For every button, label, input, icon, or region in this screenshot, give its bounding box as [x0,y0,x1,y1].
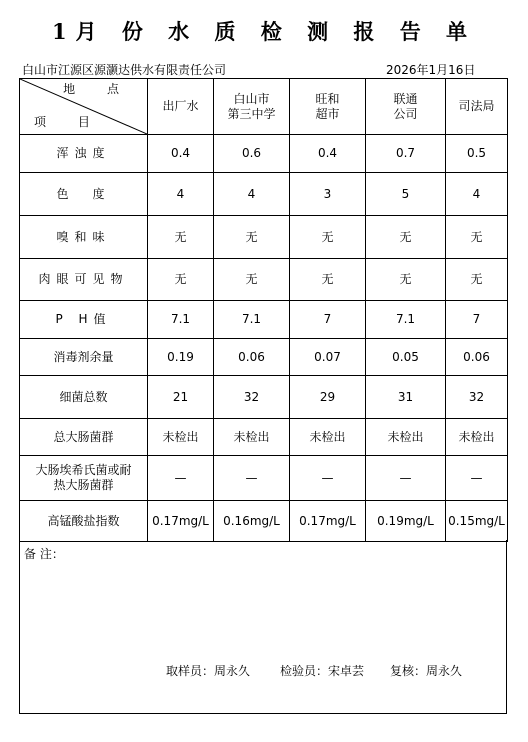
value-cell: 4 [214,173,290,216]
location-header: 白山市 第三中学 [214,79,290,135]
table-row [20,173,508,216]
item-label: 肉眼可见物 [20,259,148,301]
value-cell: 无 [366,216,446,259]
item-label: 嗅和味 [20,216,148,259]
value-cell: 无 [214,216,290,259]
item-label: 大肠埃希氏菌或耐 热大肠菌群 [20,456,148,501]
value-cell: 无 [148,259,214,301]
value-cell: 0.07 [290,339,366,376]
value-cell: 无 [290,259,366,301]
value-cell: 0.19mg/L [366,501,446,542]
notes-label: 备 注： [24,547,64,561]
reviewer-signature: 复核：周永久 [390,664,463,678]
value-cell: 5 [366,173,446,216]
item-label: 细菌总数 [20,376,148,419]
corner-location-label: 地 点 [63,82,133,96]
value-cell: — [446,456,508,501]
table-row [20,301,508,339]
table-row [20,135,508,173]
table-row [20,419,508,456]
value-cell: 未检出 [148,419,214,456]
item-label: 消毒剂余量 [20,339,148,376]
item-label: 高锰酸盐指数 [20,501,148,542]
header-corner-cell [20,79,148,135]
value-cell: 0.17mg/L [290,501,366,542]
value-cell: 无 [446,216,508,259]
table-row [20,501,508,542]
item-label: 总大肠菌群 [20,419,148,456]
value-cell: 32 [214,376,290,419]
value-cell: 未检出 [214,419,290,456]
item-label: P H值 [20,301,148,339]
value-cell: 无 [290,216,366,259]
value-cell: 无 [214,259,290,301]
value-cell: 0.06 [446,339,508,376]
value-cell: — [148,456,214,501]
location-header: 联通 公司 [366,79,446,135]
table-row [20,216,508,259]
report-date: 2026年1月16日 [386,63,476,77]
value-cell: 7 [290,301,366,339]
value-cell: 0.06 [214,339,290,376]
value-cell: 未检出 [446,419,508,456]
value-cell: 4 [148,173,214,216]
value-cell: 0.4 [290,135,366,173]
value-cell: 无 [446,259,508,301]
value-cell: 7.1 [148,301,214,339]
sampler-signature: 取样员：周永久 [166,664,251,678]
corner-item-label: 项 目 [34,115,104,129]
value-cell: — [290,456,366,501]
value-cell: 0.17mg/L [148,501,214,542]
water-quality-table [19,78,508,542]
value-cell: 3 [290,173,366,216]
value-cell: 0.15mg/L [446,501,508,542]
value-cell: 无 [148,216,214,259]
value-cell: 21 [148,376,214,419]
value-cell: 0.5 [446,135,508,173]
inspector-signature: 检验员：宋卓芸 [280,664,365,678]
value-cell: 0.19 [148,339,214,376]
value-cell: 7 [446,301,508,339]
location-header: 出厂水 [148,79,214,135]
header-row [20,79,508,135]
item-label: 色 度 [20,173,148,216]
value-cell: 0.05 [366,339,446,376]
value-cell: 31 [366,376,446,419]
table-row [20,376,508,419]
value-cell: 0.4 [148,135,214,173]
company-name: 白山市江源区源灏达供水有限责任公司 [22,63,227,77]
value-cell: 0.6 [214,135,290,173]
value-cell: — [366,456,446,501]
value-cell: 32 [446,376,508,419]
location-header: 司法局 [446,79,508,135]
table-row [20,339,508,376]
value-cell: 0.16mg/L [214,501,290,542]
value-cell: 0.7 [366,135,446,173]
location-header: 旺和 超市 [290,79,366,135]
table-row [20,259,508,301]
value-cell: 未检出 [290,419,366,456]
value-cell: 7.1 [214,301,290,339]
notes-box [19,540,507,714]
report-title: 1月 份 水 质 检 测 报 告 单 [51,19,477,44]
value-cell: — [214,456,290,501]
value-cell: 29 [290,376,366,419]
table-row [20,456,508,501]
value-cell: 无 [366,259,446,301]
value-cell: 7.1 [366,301,446,339]
value-cell: 4 [446,173,508,216]
item-label: 浑浊度 [20,135,148,173]
value-cell: 未检出 [366,419,446,456]
